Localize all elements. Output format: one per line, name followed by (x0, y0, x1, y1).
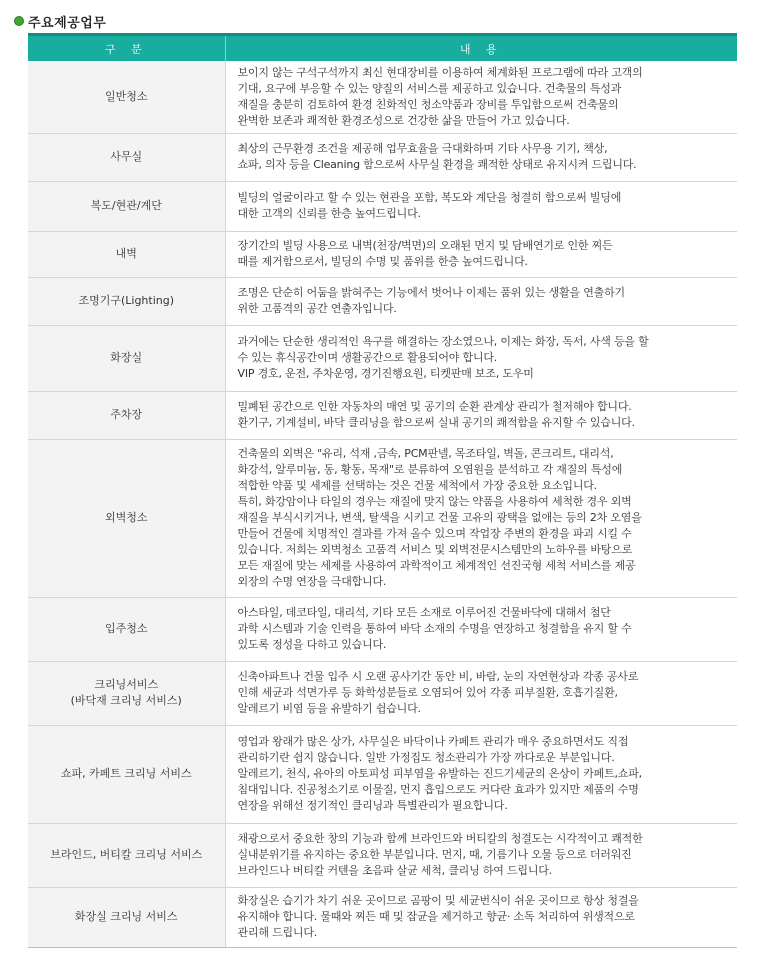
row-content: 화장실은 습기가 차기 쉬운 곳이므로 곰팡이 및 세균번식이 쉬운 곳이므로 항상 청결을 유지해야 합니다. 물때와 찌든 때 및 잡균을 제거하고 향균· 소독 처리하여 위생적으로 관리해 드립니다. (225, 887, 737, 947)
table-row (28, 661, 737, 725)
row-content: 신축아파트나 건물 입주 시 오랜 공사기간 동안 비, 바람, 눈의 자연현상과 각종 공사로 인해 세균과 석면가루 등 화학성분들로 오염되어 있어 각종 피부질환, 호흡기질환, 알레르기 비염 등을 유발하기 쉽습니다. (225, 661, 737, 725)
row-category: 사무실 (28, 133, 225, 181)
row-category: 화장실 (28, 325, 225, 391)
table-row (28, 823, 737, 887)
header-category: 구 분 (28, 36, 225, 61)
row-category: 주차장 (28, 391, 225, 439)
row-content: 보이지 않는 구석구석까지 최신 현대장비를 이용하여 체계화된 프로그램에 따라 고객의 기대, 요구에 부응할 수 있는 양질의 서비스를 제공하고 있습니다. 건축물의 특성과 재질을 충분히 검토하여 환경 친화적인 청소약품과 장비를 투입함으로써 건축물의 완벽한 보존과 쾌적한 환경조성으로 건강한 삶을 만들어 가고 있습니다. (225, 61, 737, 133)
table-row (28, 231, 737, 277)
row-category: 쇼파, 카페트 크리닝 서비스 (28, 725, 225, 823)
table-row (28, 597, 737, 661)
row-category: 입주청소 (28, 597, 225, 661)
row-content: 최상의 근무환경 조건을 제공해 업무효율을 극대화하며 기타 사무용 기기, 책상, 쇼파, 의자 등을 Cleaning 함으로써 사무실 환경을 쾌적한 상태로 유지시켜 드립니다. (225, 133, 737, 181)
green-bullet-icon (14, 16, 24, 26)
table-row (28, 887, 737, 947)
table-header-row (28, 36, 737, 61)
section-header (14, 12, 106, 30)
row-content: 과거에는 단순한 생리적인 욕구를 해결하는 장소였으나, 이제는 화장, 독서, 사색 등을 할 수 있는 휴식공간이며 생활공간으로 활용되어야 합니다. VIP 경호, 운전, 주차운영, 경기진행요원, 티켓판매 보조, 도우미 (225, 325, 737, 391)
row-content: 영업과 왕래가 많은 상가, 사무실은 바닥이나 카페트 관리가 매우 중요하면서도 직접 관리하기란 쉽지 않습니다. 일반 가정집도 청소관리가 가장 까다로운 부분입니다. 알레르기, 천식, 유아의 아토피성 피부염을 유발하는 진드기세균의 온상이 카페트,쇼파, 침대입니다. 진공청소기로 이물질, 먼지 흡입으로도 커다란 효과가 있지만 제품의 수명 연장을 위해선 정기적인 클리닝과 특별관리가 필요합니다. (225, 725, 737, 823)
row-content: 건축물의 외벽은 "유리, 석재 ,금속, PCM판넬, 목조타일, 벽돌, 콘크리트, 대리석, 화강석, 알루미늄, 동, 황동, 목재"로 분류하여 오염원을 분석하고 각 재질의 특성에 적합한 약품 및 세제를 선택하는 것은 건물 세척에서 가장 중요한 요소입니다. 특히, 화강암이나 타일의 경우는 재질에 맞지 않는 약품을 사용하여 세척한 경우 외벽 재질을 부식시키거나, 변색, 탈색을 시키고 건물 고유의 광택을 없애는 등의 2차 오염을 만들어 건물에 치명적인 결과를 가져 올수 있으며 작업장 주변의 환경을 파괴 시킬 수 있습니다. 저희는 외벽청소 고품격 서비스 및 외벽전문시스템만의 노하우를 바탕으로 모든 재질에 맞는 세제를 사용하여 과학적이고 체계적인 선진국형 세척 서비스를 제공 외장의 수명 연장을 극대합니다. (225, 439, 737, 597)
row-content: 밀폐된 공간으로 인한 자동차의 매연 및 공기의 순환 관계상 관리가 철저해야 합니다. 환기구, 기계설비, 바닥 클리닝을 함으로써 실내 공기의 쾌적함을 유지할 수 있습니다. (225, 391, 737, 439)
row-content: 조명은 단순히 어둠을 밝혀주는 기능에서 벗어나 이제는 품위 있는 생활을 연출하기 위한 고품격의 공간 연출자입니다. (225, 277, 737, 325)
services-table (28, 33, 737, 948)
row-content: 채광으로서 중요한 창의 기능과 함께 브라인드와 버티칼의 청결도는 시각적이고 쾌적한 실내분위기를 유지하는 중요한 부분입니다. 먼지, 때, 기름기나 오물 등으로 더러워진 브라인드나 버티칼 커텐을 초음파 살균 세척, 클리닝 하여 드립니다. (225, 823, 737, 887)
table-row (28, 61, 737, 133)
row-content: 빌딩의 얼굴이라고 할 수 있는 현관을 포함, 복도와 계단을 청결히 함으로써 빌딩에 대한 고객의 신뢰를 한층 높여드립니다. (225, 181, 737, 231)
row-category: 일반청소 (28, 61, 225, 133)
table-row (28, 181, 737, 231)
row-category: 크리닝서비스 (바닥재 크리닝 서비스) (28, 661, 225, 725)
row-category: 브라인드, 버티칼 크리닝 서비스 (28, 823, 225, 887)
table-row (28, 325, 737, 391)
row-category: 복도/현관/계단 (28, 181, 225, 231)
row-category: 조명기구(Lighting) (28, 277, 225, 325)
table-row (28, 391, 737, 439)
table-row (28, 133, 737, 181)
row-category: 내벽 (28, 231, 225, 277)
row-category: 화장실 크리닝 서비스 (28, 887, 225, 947)
header-content: 내 용 (225, 36, 737, 61)
row-category: 외벽청소 (28, 439, 225, 597)
table-row (28, 725, 737, 823)
row-content: 장기간의 빌딩 사용으로 내벽(천장/벽면)의 오래된 먼지 및 담배연기로 인한 찌든 때를 제거함으로서, 빌딩의 수명 및 품위를 한층 높여드립니다. (225, 231, 737, 277)
section-title: 주요제공업무 (28, 15, 107, 31)
table-row (28, 439, 737, 597)
table-row (28, 277, 737, 325)
row-content: 아스타일, 데코타일, 대리석, 기타 모든 소재로 이루어진 건물바닥에 대해서 첨단 과학 시스템과 기술 인력을 통하여 바닥 소재의 수명을 연장하고 청결함을 유지 할 수 있도록 정성을 다하고 있습니다. (225, 597, 737, 661)
